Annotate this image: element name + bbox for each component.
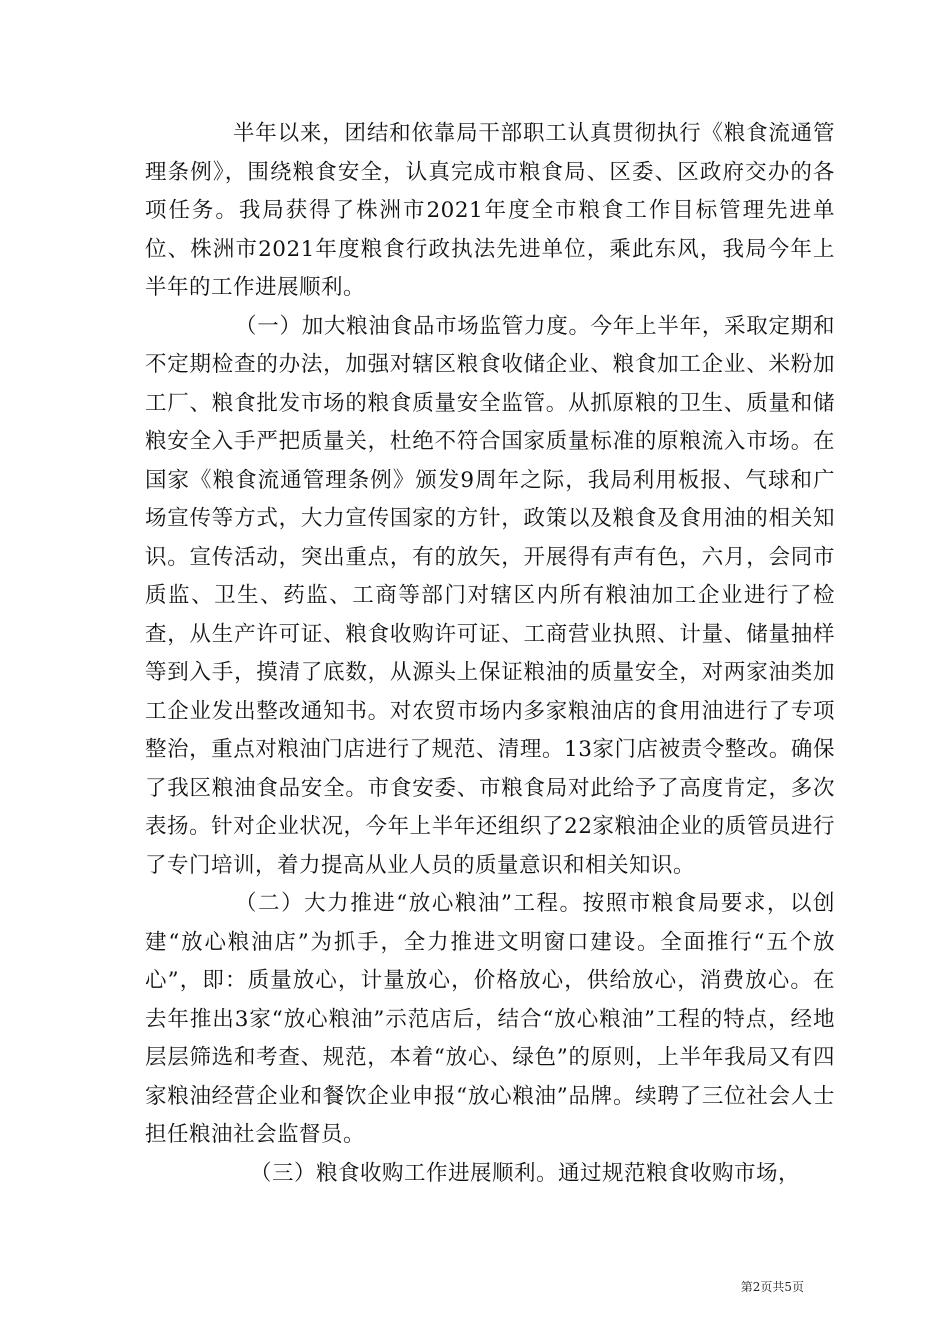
paragraph-intro: 半年以来，团结和依靠局干部职工认真贯彻执行《粮食流通管理条例》，围绕粮食安全，认真完成市粮食局、区委、区政府交办的各项任务。我局获得了株洲市2021年度全市粮食工作目标管理先进单位、株洲市2021年度粮食行政执法先进单位，乘此东风，我局今年上半年的工作进展顺利。: [145, 121, 835, 300]
paragraph-section-3: （三）粮食收购工作进展顺利。通过规范粮食收购市场，: [250, 1160, 801, 1186]
paragraph-section-1: （一）加大粮油食品市场监管力度。今年上半年，采取定期和不定期检查的办法，加强对辖区粮食收储企业、粮食加工企业、米粉加工厂、粮食批发市场的粮食质量安全监管。从抓原粮的卫生、质量和储粮安全入手严把质量关，杜绝不符合国家质量标准的原粮流入市场。在国家《粮食流通管理条例》颁发9周年之际，我局利用板报、气球和广场宣传等方式，大力宣传国家的方针，政策以及粮食及食用油的相关知识。宣传活动，突出重点，有的放矢，开展得有声有色，六月，会同市质监、卫生、药监、工商等部门对辖区内所有粮油加工企业进行了检查，从生产许可证、粮食收购许可证、工商营业执照、计量、储量抽样等到入手，摸清了底数，从源头上保证粮油的质量安全，对两家油类加工企业发出整改通知书。对农贸市场内多家粮油店的食用油进行了专项整治，重点对粮油门店进行了规范、清理。13家门店被责令整改。确保了我区粮油食品安全。市食安委、市粮食局对此给予了高度肯定，多次表扬。针对企业状况，今年上半年还组织了22家粮油企业的质管员进行了专门培训，着力提高从业人员的质量意识和相关知识。: [145, 313, 835, 878]
paragraph-section-2: （二）大力推进“放心粮油”工程。按照市粮食局要求，以创建“放心粮油店”为抓手，全力推进文明窗口建设。全面推行“五个放心”，即：质量放心，计量放心，价格放心，供给放心，消费放心。在去年推出3家“放心粮油”示范店后，结合“放心粮油”工程的特点，经地层层筛选和考查、规范，本着“放心、绿色”的原则，上半年我局又有四家粮油经营企业和餐饮企业申报“放心粮油”品牌。续聘了三位社会人士担任粮油社会监督员。: [145, 891, 835, 1147]
page-number-footer: 第2页共5页: [740, 1280, 804, 1294]
body-text: [145, 115, 835, 1193]
